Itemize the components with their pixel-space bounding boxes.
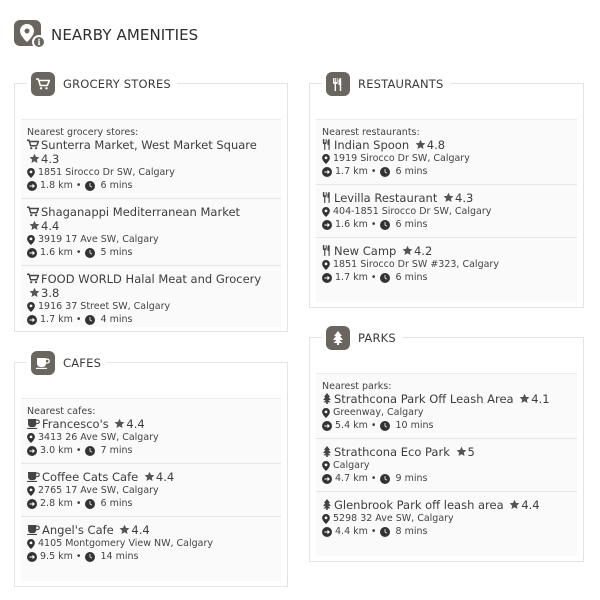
map-marker-icon xyxy=(322,461,330,471)
travel-time: 6 mins xyxy=(395,219,428,230)
star-icon xyxy=(443,192,454,203)
arrow-circle-icon xyxy=(27,315,37,325)
clock-icon xyxy=(380,421,390,431)
arrow-circle-icon xyxy=(27,552,37,562)
rating-value: 4.4 xyxy=(131,523,150,537)
cart-icon xyxy=(27,206,39,217)
map-marker-icon xyxy=(322,207,330,217)
distance-row xyxy=(322,472,571,485)
address: 1916 37 Street SW, Calgary xyxy=(38,301,171,312)
separator: • xyxy=(75,314,82,325)
rating-value: 4.8 xyxy=(426,138,446,152)
cart-icon xyxy=(27,139,39,150)
travel-time: 6 mins xyxy=(395,272,428,283)
arrow-circle-icon xyxy=(322,421,332,431)
distance: 1.6 km xyxy=(40,247,73,258)
clock-icon xyxy=(85,248,95,258)
clock-icon xyxy=(380,474,390,484)
address-row xyxy=(322,205,571,218)
utensils-icon xyxy=(322,245,332,256)
amenity-name-row xyxy=(322,138,571,152)
rating xyxy=(142,470,174,484)
nearest-label: Nearest cafes: xyxy=(27,406,96,417)
cafes-item-1[interactable] xyxy=(21,464,281,517)
distance: 2.8 km xyxy=(40,498,73,509)
address-row xyxy=(322,406,571,419)
nearest-label: Nearest restaurants: xyxy=(322,127,420,138)
distance: 1.6 km xyxy=(335,219,368,230)
parks-item-2[interactable] xyxy=(316,492,577,544)
separator: • xyxy=(75,180,82,191)
distance-row xyxy=(322,218,571,231)
address-row xyxy=(27,233,275,246)
distance-row xyxy=(322,419,571,432)
grocery-item-2[interactable] xyxy=(21,266,281,332)
distance: 1.8 km xyxy=(40,180,73,191)
amenity-name[interactable]: Strathcona Eco Park xyxy=(334,445,450,459)
restaurants-item-2[interactable] xyxy=(316,238,577,290)
address: 1919 Sirocco Dr SW, Calgary xyxy=(333,153,470,164)
parks-list xyxy=(316,373,577,556)
separator: • xyxy=(370,219,377,230)
address-row xyxy=(27,300,275,313)
grocery-card-title: GROCERY STORES xyxy=(27,71,177,97)
travel-time: 6 mins xyxy=(100,180,133,191)
rating xyxy=(27,286,59,300)
star-icon xyxy=(415,139,426,150)
travel-time: 10 mins xyxy=(395,420,434,431)
separator: • xyxy=(75,247,82,258)
star-icon xyxy=(402,245,413,256)
tree-icon xyxy=(322,446,332,457)
amenity-name-row xyxy=(27,470,275,484)
arrow-circle-icon xyxy=(322,474,332,484)
travel-time: 9 mins xyxy=(395,473,428,484)
amenity-name[interactable]: Strathcona Park Off Leash Area xyxy=(334,392,514,406)
distance: 4.7 km xyxy=(335,473,368,484)
address-row xyxy=(322,152,571,165)
parks-item-0[interactable] xyxy=(316,392,577,439)
clock-icon xyxy=(380,167,390,177)
address: 5298 32 Ave SW, Calgary xyxy=(333,513,454,524)
address-row xyxy=(27,166,275,179)
nearest-label: Nearest parks: xyxy=(322,381,392,392)
separator: • xyxy=(75,551,82,562)
address: 404-1851 Sirocco Dr SW, Calgary xyxy=(333,206,492,217)
amenity-name[interactable]: Coffee Cats Cafe xyxy=(42,470,139,484)
rating xyxy=(400,244,432,258)
separator: • xyxy=(370,166,377,177)
star-icon xyxy=(29,287,40,298)
map-marker-icon xyxy=(27,302,35,312)
distance-row xyxy=(322,271,571,284)
distance-row xyxy=(27,313,275,326)
separator: • xyxy=(370,526,377,537)
amenity-name[interactable]: FOOD WORLD Halal Meat and Grocery xyxy=(41,272,262,286)
rating-value: 3.8 xyxy=(41,286,60,300)
map-marker-icon xyxy=(27,433,35,443)
clock-icon xyxy=(85,181,95,191)
arrow-circle-icon xyxy=(322,273,332,283)
grocery-item-1[interactable] xyxy=(21,199,281,266)
distance: 1.7 km xyxy=(40,314,73,325)
cafes-item-2[interactable] xyxy=(21,517,281,569)
rating-value: 4.4 xyxy=(521,498,540,512)
amenity-name-row xyxy=(27,138,275,166)
amenity-name[interactable]: Francesco's xyxy=(42,417,109,431)
amenity-name-row xyxy=(322,392,571,406)
parks-item-1[interactable] xyxy=(316,439,577,492)
star-icon xyxy=(29,153,40,164)
distance-row xyxy=(27,550,275,563)
separator: • xyxy=(75,445,82,456)
coffee-icon xyxy=(27,419,40,429)
rating-value: 4.2 xyxy=(413,244,433,258)
rating-value: 4.4 xyxy=(155,470,175,484)
distance-row xyxy=(27,179,275,192)
rating-value: 4.4 xyxy=(126,417,145,431)
arrow-circle-icon xyxy=(27,499,37,509)
clock-icon xyxy=(85,499,95,509)
map-marker-icon xyxy=(27,168,35,178)
travel-time: 4 mins xyxy=(100,314,133,325)
star-icon xyxy=(456,446,467,457)
distance-row xyxy=(27,246,275,259)
distance-row xyxy=(322,525,571,538)
star-icon xyxy=(519,393,530,404)
clock-icon xyxy=(380,527,390,537)
rating xyxy=(507,498,539,512)
coffee-icon xyxy=(27,472,40,482)
tree-icon xyxy=(322,499,332,510)
address-row xyxy=(322,512,571,525)
tree-icon xyxy=(322,393,332,404)
amenity-name-row xyxy=(27,272,275,300)
amenity-name[interactable]: Angel's Cafe xyxy=(42,523,114,537)
utensils-icon xyxy=(322,139,332,150)
clock-icon xyxy=(380,220,390,230)
rating xyxy=(517,392,549,406)
clock-icon xyxy=(85,315,95,325)
rating xyxy=(413,138,445,152)
arrow-circle-icon xyxy=(322,527,332,537)
distance: 1.7 km xyxy=(335,166,368,177)
rating xyxy=(454,445,475,459)
restaurants-list xyxy=(316,119,577,302)
cafes-list xyxy=(21,398,281,581)
address: 1851 Sirocco Dr SW, Calgary xyxy=(38,167,175,178)
map-marker-icon xyxy=(322,154,330,164)
star-icon xyxy=(509,499,520,510)
page-header xyxy=(14,20,198,50)
amenity-name-row xyxy=(322,498,571,512)
distance-row xyxy=(322,165,571,178)
star-icon xyxy=(144,471,155,482)
utensils-icon xyxy=(322,192,332,203)
clock-icon xyxy=(85,552,95,562)
restaurants-card xyxy=(309,77,584,308)
address: 3919 17 Ave SW, Calgary xyxy=(38,234,159,245)
amenity-name[interactable]: Sunterra Market, West Market Square xyxy=(41,138,257,152)
arrow-circle-icon xyxy=(322,167,332,177)
rating xyxy=(27,219,59,233)
rating-value: 4.3 xyxy=(455,191,474,205)
grocery-list xyxy=(21,119,281,327)
location-info-icon: i xyxy=(14,20,46,50)
distance-row xyxy=(27,497,275,510)
separator: • xyxy=(370,473,377,484)
rating-value: 4.3 xyxy=(41,152,60,166)
rating-value: 5 xyxy=(467,445,475,459)
star-icon xyxy=(114,418,125,429)
restaurants-item-1[interactable] xyxy=(316,185,577,238)
travel-time: 6 mins xyxy=(395,166,428,177)
page-title: NEARBY AMENITIES xyxy=(51,26,199,44)
parks-card xyxy=(309,331,584,562)
restaurants-card-title: RESTAURANTS xyxy=(322,71,450,97)
address: Greenway, Calgary xyxy=(333,407,424,418)
map-marker-icon xyxy=(322,260,330,270)
arrow-circle-icon xyxy=(27,248,37,258)
address: 2765 17 Ave SW, Calgary xyxy=(38,485,159,496)
travel-time: 5 mins xyxy=(100,247,133,258)
rating-value: 4.4 xyxy=(41,219,60,233)
travel-time: 14 mins xyxy=(100,551,139,562)
cafes-item-0[interactable] xyxy=(21,417,281,464)
map-marker-icon xyxy=(27,235,35,245)
cafes-card-title: CAFES xyxy=(27,350,107,376)
address-row xyxy=(27,484,275,497)
amenity-name[interactable]: New Camp xyxy=(334,244,397,258)
cart-icon xyxy=(27,273,39,284)
separator: • xyxy=(370,420,377,431)
cart-icon xyxy=(31,72,55,96)
travel-time: 8 mins xyxy=(395,526,428,537)
arrow-circle-icon xyxy=(27,446,37,456)
amenity-name-row xyxy=(322,191,571,205)
amenity-name-row xyxy=(322,445,571,459)
restaurants-item-0[interactable] xyxy=(316,138,577,185)
tree-icon xyxy=(326,326,350,350)
separator: • xyxy=(75,498,82,509)
map-marker-icon xyxy=(27,486,35,496)
travel-time: 6 mins xyxy=(100,498,133,509)
amenity-name-row xyxy=(27,205,275,233)
distance: 5.4 km xyxy=(335,420,368,431)
amenity-name[interactable]: Glenbrook Park off leash area xyxy=(334,498,504,512)
star-icon xyxy=(119,524,130,535)
coffee-icon xyxy=(27,525,40,535)
rating xyxy=(112,417,144,431)
address-row xyxy=(322,258,571,271)
star-icon xyxy=(29,220,40,231)
map-marker-icon xyxy=(27,539,35,549)
amenity-name-row xyxy=(27,523,275,537)
clock-icon xyxy=(380,273,390,283)
address: 3413 26 Ave SW, Calgary xyxy=(38,432,159,443)
separator: • xyxy=(370,272,377,283)
distance: 3.0 km xyxy=(40,445,73,456)
amenity-name[interactable]: Levilla Restaurant xyxy=(334,191,438,205)
utensils-icon xyxy=(326,72,350,96)
address-row xyxy=(322,459,571,472)
distance: 1.7 km xyxy=(335,272,368,283)
distance: 9.5 km xyxy=(40,551,73,562)
rating xyxy=(117,523,149,537)
amenity-name-row xyxy=(322,244,571,258)
distance-row xyxy=(27,444,275,457)
map-marker-icon xyxy=(322,514,330,524)
grocery-item-0[interactable] xyxy=(21,138,281,199)
rating xyxy=(27,152,59,166)
arrow-circle-icon xyxy=(322,220,332,230)
address: 4105 Montgomery View NW, Calgary xyxy=(38,538,214,549)
grocery-card xyxy=(14,77,288,332)
cafes-card xyxy=(14,356,288,587)
clock-icon xyxy=(85,446,95,456)
coffee-icon xyxy=(31,351,55,375)
rating xyxy=(441,191,473,205)
travel-time: 7 mins xyxy=(100,445,133,456)
distance: 4.4 km xyxy=(335,526,368,537)
map-marker-icon xyxy=(322,408,330,418)
amenity-name[interactable]: Shaganappi Mediterranean Market xyxy=(41,205,241,219)
parks-card-title: PARKS xyxy=(322,325,402,351)
amenity-name-row xyxy=(27,417,275,431)
rating-value: 4.1 xyxy=(531,392,550,406)
nearest-label: Nearest grocery stores: xyxy=(27,127,139,138)
address: Calgary xyxy=(333,460,370,471)
address: 1851 Sirocco Dr SW #323, Calgary xyxy=(333,259,499,270)
amenity-name[interactable]: Indian Spoon xyxy=(334,138,410,152)
address-row xyxy=(27,537,275,550)
arrow-circle-icon xyxy=(27,181,37,191)
address-row xyxy=(27,431,275,444)
